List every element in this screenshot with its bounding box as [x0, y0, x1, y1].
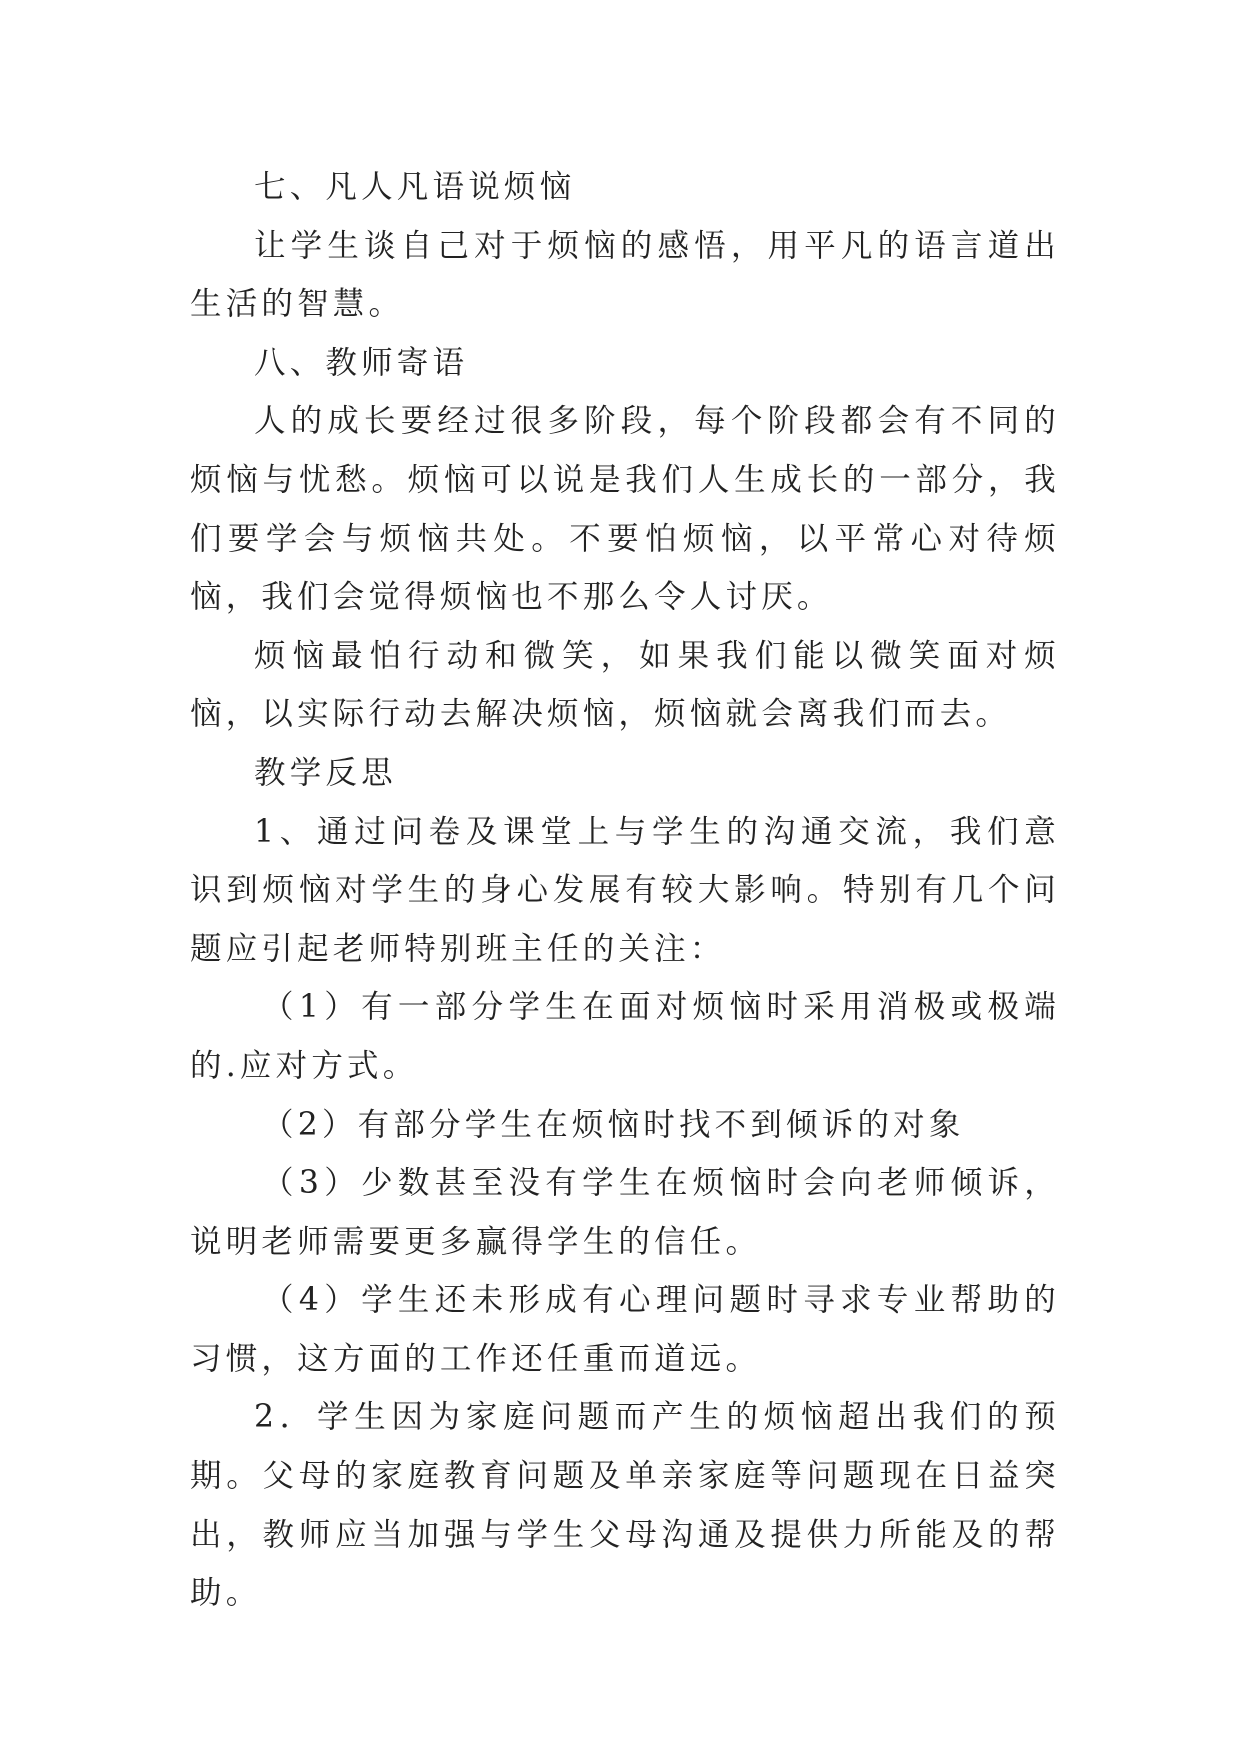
- paragraph: 烦恼最怕行动和微笑，如果我们能以微笑面对烦恼，以实际行动去解决烦恼，烦恼就会离我们而去。: [190, 637, 1060, 733]
- paragraph: 人的成长要经过很多阶段，每个阶段都会有不同的烦恼与忧愁。烦恼可以说是我们人生成长的一部分，我们要学会与烦恼共处。不要怕烦恼，以平常心对待烦恼，我们会觉得烦恼也不那么令人讨厌。: [190, 403, 1060, 616]
- section-heading-7: 七、凡人凡语说烦恼: [254, 169, 576, 205]
- document-body: [190, 158, 1060, 1623]
- paragraph: 1、通过问卷及课堂上与学生的沟通交流，我们意识到烦恼对学生的身心发展有较大影响。特别有几个问题应引起老师特别班主任的关注：: [190, 813, 1060, 967]
- list-item: （3）少数甚至没有学生在烦恼时会向老师倾诉，说明老师需要更多赢得学生的信任。: [190, 1165, 1060, 1260]
- section-heading-reflection: 教学反思: [254, 754, 397, 791]
- list-item: （4）学生还未形成有心理问题时寻求专业帮助的习惯，这方面的工作还任重而道远。: [190, 1282, 1060, 1377]
- list-item: （2）有部分学生在烦恼时找不到倾诉的对象: [262, 1106, 965, 1143]
- list-item: （1）有一部分学生在面对烦恼时采用消极或极端的.应对方式。: [190, 989, 1060, 1084]
- paragraph: 2．学生因为家庭问题而产生的烦恼超出我们的预期。父母的家庭教育问题及单亲家庭等问题现在日益突出，教师应当加强与学生父母沟通及提供力所能及的帮助。: [190, 1399, 1060, 1612]
- section-heading-8: 八、教师寄语: [254, 344, 469, 381]
- paragraph: 让学生谈自己对于烦恼的感悟，用平凡的语言道出生活的智慧。: [190, 227, 1060, 323]
